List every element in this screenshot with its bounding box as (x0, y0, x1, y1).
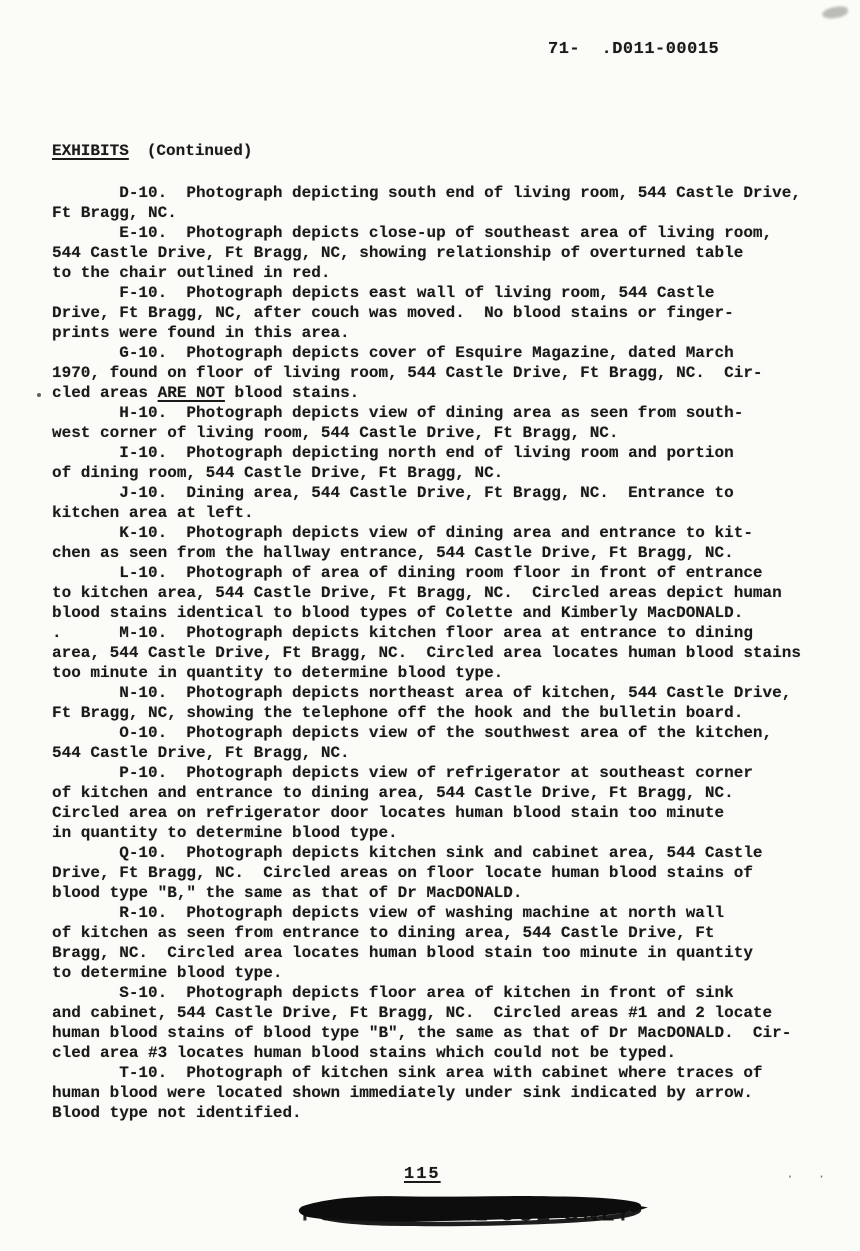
exhibit-line: and cabinet, 544 Castle Drive, Ft Bragg, NC. Circled areas #1 and 2 locate (52, 1004, 773, 1022)
exhibit-paragraph-j-10 (52, 483, 801, 523)
exhibit-paragraph-k-10 (52, 523, 801, 563)
exhibit-line: Drive, Ft Bragg, NC, after couch was moved. No blood stains or finger- (52, 304, 734, 322)
exhibit-paragraph-m-10 (52, 623, 801, 683)
exhibit-line: N-10. Photograph depicts northeast area of kitchen, 544 Castle Drive, (52, 684, 792, 702)
exhibit-line: D-10. Photograph depicting south end of living room, 544 Castle Drive, (52, 184, 801, 202)
exhibit-paragraph-l-10 (52, 563, 801, 623)
exhibit-line: blood type "B," the same as that of Dr MacDONALD. (52, 884, 523, 902)
underlined-emphasis: ARE NOT (157, 384, 225, 402)
exhibit-line: R-10. Photograph depicts view of washing machine at north wall (52, 904, 725, 922)
exhibit-line: Ft Bragg, NC, showing the telephone off the hook and the bulletin board. (52, 704, 744, 722)
exhibits-list (52, 183, 801, 1123)
exhibits-heading (52, 142, 252, 160)
exhibit-line: of kitchen as seen from entrance to dining area, 544 Castle Drive, Ft (52, 924, 715, 942)
exhibits-heading-continued: (Continued) (146, 142, 253, 160)
exhibit-line: too minute in quantity to determine blood type. (52, 664, 504, 682)
exhibit-paragraph-p-10 (52, 763, 801, 843)
exhibit-line: O-10. Photograph depicts view of the southwest area of the kitchen, (52, 724, 773, 742)
exhibit-line: Blood type not identified. (52, 1104, 302, 1122)
exhibit-line: in quantity to determine blood type. (52, 824, 398, 842)
exhibit-line: K-10. Photograph depicts view of dining area and entrance to kit- (52, 524, 753, 542)
text-run: cled areas (52, 384, 158, 402)
exhibit-paragraph-n-10 (52, 683, 801, 723)
exhibit-line: L-10. Photograph of area of dining room floor in front of entrance (52, 564, 763, 582)
exhibit-line (52, 383, 801, 403)
exhibit-line: to kitchen area, 544 Castle Drive, Ft Bragg, NC. Circled areas depict human (52, 584, 782, 602)
stray-ink-dot (37, 393, 41, 397)
exhibit-line: Bragg, NC. Circled area locates human blood stain too minute in quantity (52, 944, 753, 962)
exhibit-line: to determine blood type. (52, 964, 283, 982)
exhibit-line: G-10. Photograph depicts cover of Esquire Magazine, dated March (52, 344, 734, 362)
page-number: 115 (404, 1165, 441, 1184)
exhibit-line: Circled area on refrigerator door locates human blood stain too minute (52, 804, 725, 822)
exhibit-line: human blood stains of blood type "B", the same as that of Dr MacDONALD. Cir- (52, 1024, 792, 1042)
exhibit-line: F-10. Photograph depicts east wall of living room, 544 Castle (52, 284, 715, 302)
exhibit-paragraph-t-10 (52, 1063, 801, 1123)
exhibit-line: human blood were located shown immediately under sink indicated by arrow. (52, 1084, 753, 1102)
exhibit-line: cled area #3 locates human blood stains which could not be typed. (52, 1044, 677, 1062)
page-footer (0, 1163, 860, 1251)
exhibit-line: 544 Castle Drive, Ft Bragg, NC, showing relationship of overturned table (52, 244, 744, 262)
exhibit-line: . M-10. Photograph depicts kitchen floor area at entrance to dining (52, 624, 753, 642)
exhibit-line: 544 Castle Drive, Ft Bragg, NC. (52, 744, 350, 762)
exhibit-line: of kitchen and entrance to dining area, 544 Castle Drive, Ft Bragg, NC. (52, 784, 734, 802)
exhibit-paragraph-s-10 (52, 983, 801, 1063)
redacted-stamp (296, 1187, 648, 1239)
exhibit-line: H-10. Photograph depicts view of dining area as seen from south- (52, 404, 744, 422)
exhibit-paragraph-h-10 (52, 403, 801, 443)
exhibit-line: area, 544 Castle Drive, Ft Bragg, NC. Circled area locates human blood stains (52, 644, 801, 662)
exhibit-paragraph-q-10 (52, 843, 801, 903)
exhibit-line: west corner of living room, 544 Castle Drive, Ft Bragg, NC. (52, 424, 619, 442)
exhibit-paragraph-r-10 (52, 903, 801, 983)
exhibit-paragraph-f-10 (52, 283, 801, 343)
exhibit-line: T-10. Photograph of kitchen sink area with cabinet where traces of (52, 1064, 763, 1082)
exhibit-line: I-10. Photograph depicting north end of living room and portion (52, 444, 734, 462)
redaction-marker-bar (296, 1187, 648, 1239)
text-run: blood stains. (224, 384, 360, 402)
exhibit-paragraph-g-10 (52, 343, 801, 403)
exhibit-line: blood stains identical to blood types of Colette and Kimberly MacDONALD. (52, 604, 744, 622)
exhibit-paragraph-o-10 (52, 723, 801, 763)
exhibit-paragraph-d-10 (52, 183, 801, 223)
exhibit-line: 1970, found on floor of living room, 544 Castle Drive, Ft Bragg, NC. Cir- (52, 364, 763, 382)
scan-smudge-mark (821, 5, 848, 20)
exhibit-line: kitchen area at left. (52, 504, 254, 522)
exhibit-line: chen as seen from the hallway entrance, 544 Castle Drive, Ft Bragg, NC. (52, 544, 734, 562)
exhibit-paragraph-i-10 (52, 443, 801, 483)
exhibit-line: prints were found in this area. (52, 324, 350, 342)
exhibit-line: J-10. Dining area, 544 Castle Drive, Ft Bragg, NC. Entrance to (52, 484, 734, 502)
exhibit-line: Q-10. Photograph depicts kitchen sink and cabinet area, 544 Castle (52, 844, 763, 862)
exhibit-line: Drive, Ft Bragg, NC. Circled areas on floor locate human blood stains of (52, 864, 753, 882)
exhibit-line: S-10. Photograph depicts floor area of kitchen in front of sink (52, 984, 734, 1002)
exhibits-heading-title: EXHIBITS (52, 142, 129, 160)
exhibit-paragraph-e-10 (52, 223, 801, 283)
exhibit-line: Ft Bragg, NC. (52, 204, 177, 222)
document-number: 71- .D011-00015 (548, 40, 720, 59)
stray-ink-specks: · · (786, 1169, 834, 1184)
exhibit-line: E-10. Photograph depicts close-up of southeast area of living room, (52, 224, 773, 242)
exhibit-line: of dining room, 544 Castle Drive, Ft Bragg, NC. (52, 464, 504, 482)
exhibit-line: P-10. Photograph depicts view of refrigerator at southeast corner (52, 764, 753, 782)
exhibit-line: to the chair outlined in red. (52, 264, 331, 282)
